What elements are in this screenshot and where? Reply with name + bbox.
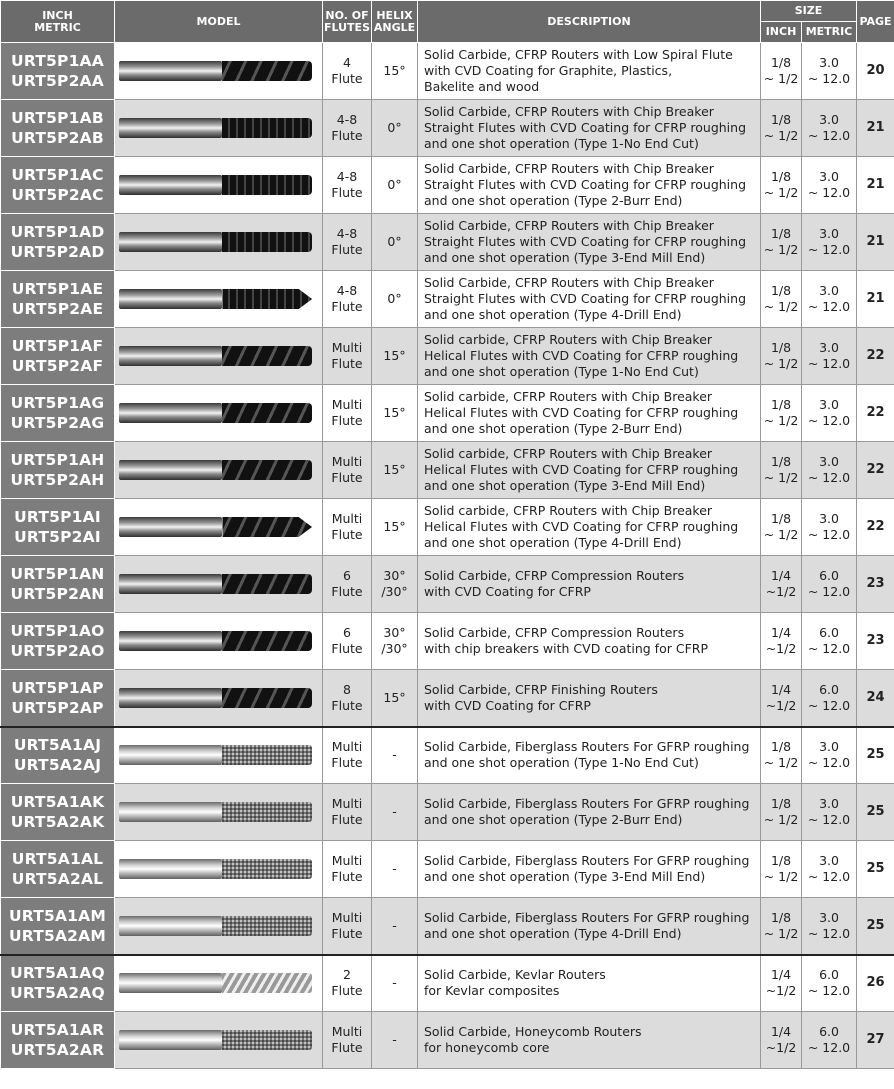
size-metric-cell: 6.0 ~ 12.0: [802, 556, 857, 613]
helix-cell: -: [372, 841, 418, 898]
size-inch-cell: 1/4 ~1/2: [761, 1012, 802, 1069]
size-inch-cell: 1/8 ~ 1/2: [761, 214, 802, 271]
description-cell: Solid Carbide, Honeycomb Routers for honeycomb core: [418, 1012, 761, 1069]
size-inch-cell: 1/8 ~ 1/2: [761, 271, 802, 328]
router-tool-image: [115, 556, 323, 613]
description-cell: Solid Carbide, Fiberglass Routers For GFRP roughing and one shot operation (Type 3-End Mill End): [418, 841, 761, 898]
product-code: URT5P1AC URT5P2AC: [1, 157, 115, 214]
flutes-cell: Multi Flute: [323, 784, 372, 841]
page-cell: 23: [857, 613, 894, 670]
flutes-cell: 4-8 Flute: [323, 214, 372, 271]
header-helix: HELIX ANGLE: [372, 1, 418, 43]
header-size-metric: METRIC: [802, 22, 857, 43]
page-cell: 22: [857, 499, 894, 556]
description-cell: Solid Carbide, CFRP Routers with Chip Breaker Straight Flutes with CVD Coating for CFRP roughing and one shot operation (Type 2-Burr End): [418, 157, 761, 214]
size-metric-cell: 3.0 ~ 12.0: [802, 157, 857, 214]
helix-cell: 15°: [372, 43, 418, 100]
description-cell: Solid Carbide, Kevlar Routers for Kevlar composites: [418, 955, 761, 1012]
product-code: URT5P1AH URT5P2AH: [1, 442, 115, 499]
flutes-cell: Multi Flute: [323, 385, 372, 442]
flutes-cell: 4 Flute: [323, 43, 372, 100]
router-tool-image: [115, 214, 323, 271]
size-metric-cell: 6.0 ~ 12.0: [802, 1012, 857, 1069]
flutes-cell: 4-8 Flute: [323, 157, 372, 214]
description-cell: Solid Carbide, CFRP Routers with Chip Breaker Straight Flutes with CVD Coating for CFRP roughing and one shot operation (Type 1-No End Cut): [418, 100, 761, 157]
page-cell: 25: [857, 784, 894, 841]
page-cell: 25: [857, 898, 894, 955]
flutes-cell: 6 Flute: [323, 613, 372, 670]
table-row: [1, 670, 894, 727]
description-cell: Solid Carbide, CFRP Compression Routers with CVD Coating for CFRP: [418, 556, 761, 613]
size-inch-cell: 1/4 ~1/2: [761, 670, 802, 727]
table-row: [1, 271, 894, 328]
router-tool-image: [115, 442, 323, 499]
page-cell: 24: [857, 670, 894, 727]
flutes-cell: 2 Flute: [323, 955, 372, 1012]
helix-cell: 15°: [372, 442, 418, 499]
header-model: MODEL: [115, 1, 323, 43]
helix-cell: 15°: [372, 385, 418, 442]
table-row: [1, 898, 894, 955]
router-tool-image: [115, 271, 323, 328]
description-cell: Solid carbide, CFRP Routers with Chip Breaker Helical Flutes with CVD Coating for CFRP roughing and one shot operation (Type 2-Burr End): [418, 385, 761, 442]
size-inch-cell: 1/4 ~1/2: [761, 556, 802, 613]
size-inch-cell: 1/8 ~ 1/2: [761, 784, 802, 841]
size-inch-cell: 1/8 ~ 1/2: [761, 898, 802, 955]
size-inch-cell: 1/4 ~1/2: [761, 613, 802, 670]
router-tool-image: [115, 784, 323, 841]
size-inch-cell: 1/8 ~ 1/2: [761, 727, 802, 784]
description-cell: Solid Carbide, Fiberglass Routers For GFRP roughing and one shot operation (Type 2-Burr End): [418, 784, 761, 841]
page-cell: 21: [857, 214, 894, 271]
page-cell: 21: [857, 271, 894, 328]
size-metric-cell: 3.0 ~ 12.0: [802, 328, 857, 385]
flutes-cell: Multi Flute: [323, 1012, 372, 1069]
product-code: URT5P1AF URT5P2AF: [1, 328, 115, 385]
table-row: [1, 499, 894, 556]
router-tool-image: [115, 841, 323, 898]
product-code: URT5P1AN URT5P2AN: [1, 556, 115, 613]
header-flutes: NO. OF FLUTES: [323, 1, 372, 43]
size-metric-cell: 3.0 ~ 12.0: [802, 784, 857, 841]
router-tool-image: [115, 43, 323, 100]
page-cell: 21: [857, 100, 894, 157]
router-tool-image: [115, 670, 323, 727]
product-code: URT5P1AO URT5P2AO: [1, 613, 115, 670]
helix-cell: -: [372, 955, 418, 1012]
helix-cell: 15°: [372, 328, 418, 385]
size-metric-cell: 6.0 ~ 12.0: [802, 670, 857, 727]
size-metric-cell: 3.0 ~ 12.0: [802, 442, 857, 499]
product-code: URT5P1AP URT5P2AP: [1, 670, 115, 727]
product-code: URT5A1AL URT5A2AL: [1, 841, 115, 898]
table-row: [1, 955, 894, 1012]
flutes-cell: Multi Flute: [323, 328, 372, 385]
router-tool-image: [115, 727, 323, 784]
page-cell: 22: [857, 328, 894, 385]
flutes-cell: 4-8 Flute: [323, 100, 372, 157]
table-row: [1, 328, 894, 385]
helix-cell: -: [372, 898, 418, 955]
router-tool-image: [115, 157, 323, 214]
helix-cell: -: [372, 727, 418, 784]
table-row: [1, 157, 894, 214]
helix-cell: 30° /30°: [372, 613, 418, 670]
page-cell: 22: [857, 442, 894, 499]
size-metric-cell: 6.0 ~ 12.0: [802, 613, 857, 670]
size-metric-cell: 3.0 ~ 12.0: [802, 100, 857, 157]
page-cell: 26: [857, 955, 894, 1012]
size-metric-cell: 3.0 ~ 12.0: [802, 385, 857, 442]
description-cell: Solid carbide, CFRP Routers with Chip Breaker Helical Flutes with CVD Coating for CFRP roughing and one shot operation (Type 3-End Mill End): [418, 442, 761, 499]
helix-cell: 0°: [372, 100, 418, 157]
size-inch-cell: 1/4 ~1/2: [761, 955, 802, 1012]
description-cell: Solid Carbide, Fiberglass Routers For GFRP roughing and one shot operation (Type 4-Drill End): [418, 898, 761, 955]
product-code: URT5P1AD URT5P2AD: [1, 214, 115, 271]
table-row: [1, 385, 894, 442]
table-row: [1, 727, 894, 784]
flutes-cell: Multi Flute: [323, 841, 372, 898]
page-cell: 20: [857, 43, 894, 100]
size-inch-cell: 1/8 ~ 1/2: [761, 385, 802, 442]
router-tool-image: [115, 955, 323, 1012]
router-tool-image: [115, 613, 323, 670]
size-metric-cell: 3.0 ~ 12.0: [802, 727, 857, 784]
size-metric-cell: 3.0 ~ 12.0: [802, 214, 857, 271]
table-row: [1, 784, 894, 841]
table-row: [1, 214, 894, 271]
size-metric-cell: 3.0 ~ 12.0: [802, 43, 857, 100]
router-tool-image: [115, 499, 323, 556]
flutes-cell: 6 Flute: [323, 556, 372, 613]
product-code: URT5A1AK URT5A2AK: [1, 784, 115, 841]
product-code: URT5A1AQ URT5A2AQ: [1, 955, 115, 1012]
size-metric-cell: 3.0 ~ 12.0: [802, 841, 857, 898]
router-tool-image: [115, 898, 323, 955]
table-row: [1, 43, 894, 100]
helix-cell: 0°: [372, 214, 418, 271]
router-tool-image: [115, 328, 323, 385]
page-cell: 27: [857, 1012, 894, 1069]
product-code: URT5P1AG URT5P2AG: [1, 385, 115, 442]
product-code: URT5A1AR URT5A2AR: [1, 1012, 115, 1069]
helix-cell: 15°: [372, 670, 418, 727]
product-code: URT5P1AB URT5P2AB: [1, 100, 115, 157]
helix-cell: 0°: [372, 271, 418, 328]
description-cell: Solid Carbide, CFRP Finishing Routers with CVD Coating for CFRP: [418, 670, 761, 727]
flutes-cell: 8 Flute: [323, 670, 372, 727]
size-metric-cell: 6.0 ~ 12.0: [802, 955, 857, 1012]
table-row: [1, 100, 894, 157]
page-cell: 25: [857, 727, 894, 784]
description-cell: Solid Carbide, CFRP Compression Routers with chip breakers with CVD coating for CFRP: [418, 613, 761, 670]
size-metric-cell: 3.0 ~ 12.0: [802, 898, 857, 955]
header-code: INCH METRIC: [1, 1, 115, 43]
size-metric-cell: 3.0 ~ 12.0: [802, 499, 857, 556]
description-cell: Solid carbide, CFRP Routers with Chip Breaker Helical Flutes with CVD Coating for CFRP roughing and one shot operation (Type 1-No End Cut): [418, 328, 761, 385]
helix-cell: 0°: [372, 157, 418, 214]
flutes-cell: Multi Flute: [323, 727, 372, 784]
description-cell: Solid Carbide, CFRP Routers with Low Spiral Flute with CVD Coating for Graphite, Plastics, Bakelite and wood: [418, 43, 761, 100]
header-page: PAGE: [857, 1, 894, 43]
size-inch-cell: 1/8 ~ 1/2: [761, 100, 802, 157]
page-cell: 22: [857, 385, 894, 442]
size-inch-cell: 1/8 ~ 1/2: [761, 157, 802, 214]
header-size: SIZE: [761, 1, 857, 22]
helix-cell: 30° /30°: [372, 556, 418, 613]
description-cell: Solid carbide, CFRP Routers with Chip Breaker Helical Flutes with CVD Coating for CFRP roughing and one shot operation (Type 4-Drill End): [418, 499, 761, 556]
header-description: DESCRIPTION: [418, 1, 761, 43]
flutes-cell: Multi Flute: [323, 898, 372, 955]
size-inch-cell: 1/8 ~ 1/2: [761, 328, 802, 385]
flutes-cell: Multi Flute: [323, 499, 372, 556]
size-metric-cell: 3.0 ~ 12.0: [802, 271, 857, 328]
size-inch-cell: 1/8 ~ 1/2: [761, 43, 802, 100]
table-row: [1, 613, 894, 670]
table-row: [1, 1012, 894, 1069]
helix-cell: -: [372, 1012, 418, 1069]
product-code: URT5P1AI URT5P2AI: [1, 499, 115, 556]
flutes-cell: Multi Flute: [323, 442, 372, 499]
router-tool-image: [115, 385, 323, 442]
description-cell: Solid Carbide, CFRP Routers with Chip Breaker Straight Flutes with CVD Coating for CFRP roughing and one shot operation (Type 4-Drill End): [418, 271, 761, 328]
router-tool-image: [115, 1012, 323, 1069]
description-cell: Solid Carbide, CFRP Routers with Chip Breaker Straight Flutes with CVD Coating for CFRP roughing and one shot operation (Type 3-End Mill End): [418, 214, 761, 271]
page-cell: 23: [857, 556, 894, 613]
table-row: [1, 556, 894, 613]
product-code: URT5A1AM URT5A2AM: [1, 898, 115, 955]
helix-cell: -: [372, 784, 418, 841]
size-inch-cell: 1/8 ~ 1/2: [761, 499, 802, 556]
header-size-inch: INCH: [761, 22, 802, 43]
product-code: URT5P1AA URT5P2AA: [1, 43, 115, 100]
description-cell: Solid Carbide, Fiberglass Routers For GFRP roughing and one shot operation (Type 1-No End Cut): [418, 727, 761, 784]
table-row: [1, 841, 894, 898]
router-tool-image: [115, 100, 323, 157]
product-code: URT5P1AE URT5P2AE: [1, 271, 115, 328]
flutes-cell: 4-8 Flute: [323, 271, 372, 328]
size-inch-cell: 1/8 ~ 1/2: [761, 442, 802, 499]
table-row: [1, 442, 894, 499]
page-cell: 21: [857, 157, 894, 214]
size-inch-cell: 1/8 ~ 1/2: [761, 841, 802, 898]
helix-cell: 15°: [372, 499, 418, 556]
page-cell: 25: [857, 841, 894, 898]
product-code: URT5A1AJ URT5A2AJ: [1, 727, 115, 784]
